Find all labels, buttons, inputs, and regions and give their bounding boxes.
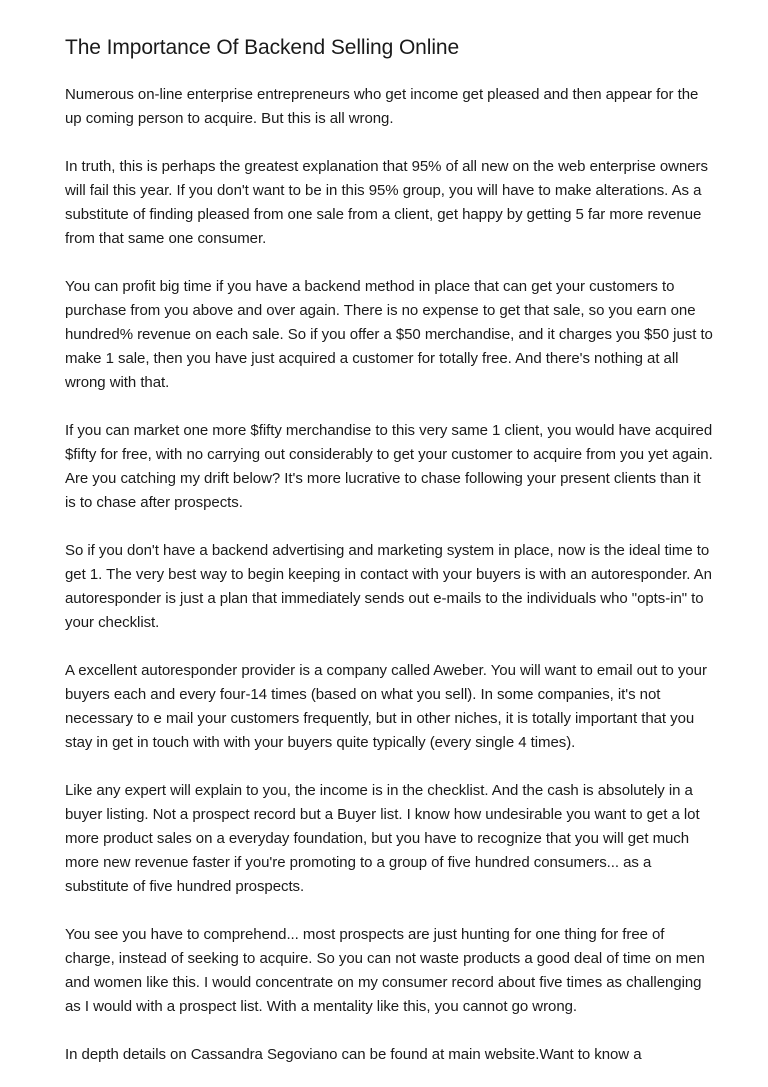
paragraph: You see you have to comprehend... most prospects are just hunting for one thing for free of charge, instead of seeking to acquire. So you can not waste products a good deal of time on men and women like this. I would concentrate on my consumer record about five times as challenging as I would with a prospect list. With a mentality like this, you cannot go wrong.: [65, 926, 705, 1015]
paragraph: Like any expert will explain to you, the income is in the checklist. And the cash is absolutely in a buyer listing. Not a prospect record but a Buyer list. I know how undesirable you want to get a lot more product sales on a everyday foundation, but you have to recognize that you will get much more new revenue faster if you're promoting to a group of five hundred consumers... as a substitute of five hundred prospects.: [65, 782, 700, 895]
paragraph: So if you don't have a backend advertising and marketing system in place, now is the ideal time to get 1. The very best way to begin keeping in contact with your buyers is with an autoresponder. An autoresponder is just a plan that immediately sends out e-mails to the individuals who "opts-in" to your checklist.: [65, 542, 712, 631]
document-title: The Importance Of Backend Selling Online: [65, 36, 460, 59]
paragraph: A excellent autoresponder provider is a company called Aweber. You will want to email out to your buyers each and every four-14 times (based on what you sell). In some companies, it's not necessary to e mail your customers frequently, but in other niches, it is totally important that you stay in get in touch with with your buyers quite typically (every single 4 times).: [65, 662, 707, 751]
document-page: [65, 34, 715, 1067]
paragraph: In depth details on Cassandra Segoviano can be found at main website.Want to know a: [65, 1046, 642, 1063]
paragraph: Numerous on-line enterprise entrepreneurs who get income get pleased and then appear for the up coming person to acquire. But this is all wrong.: [65, 86, 699, 127]
paragraph: In truth, this is perhaps the greatest explanation that 95% of all new on the web enterprise owners will fail this year. If you don't want to be in this 95% group, you will have to make alterations. As a substitute of finding pleased from one sale from a client, get happy by getting 5 far more revenue from that same one consumer.: [65, 158, 708, 247]
paragraph: If you can market one more $fifty merchandise to this very same 1 client, you would have acquired $fifty for free, with no carrying out considerably to get your customer to acquire from you yet again. Are you catching my drift below? It's more lucrative to chase following your present clients than it is to chase after prospects.: [65, 422, 713, 511]
paragraph: You can profit big time if you have a backend method in place that can get your customers to purchase from you above and over again. There is no expense to get that sale, so you earn one hundred% revenue on each sale. So if you offer a $50 merchandise, and it charges you $50 just to make 1 sale, then you have just acquired a customer for totally free. And there's nothing at all wrong with that.: [65, 278, 713, 391]
